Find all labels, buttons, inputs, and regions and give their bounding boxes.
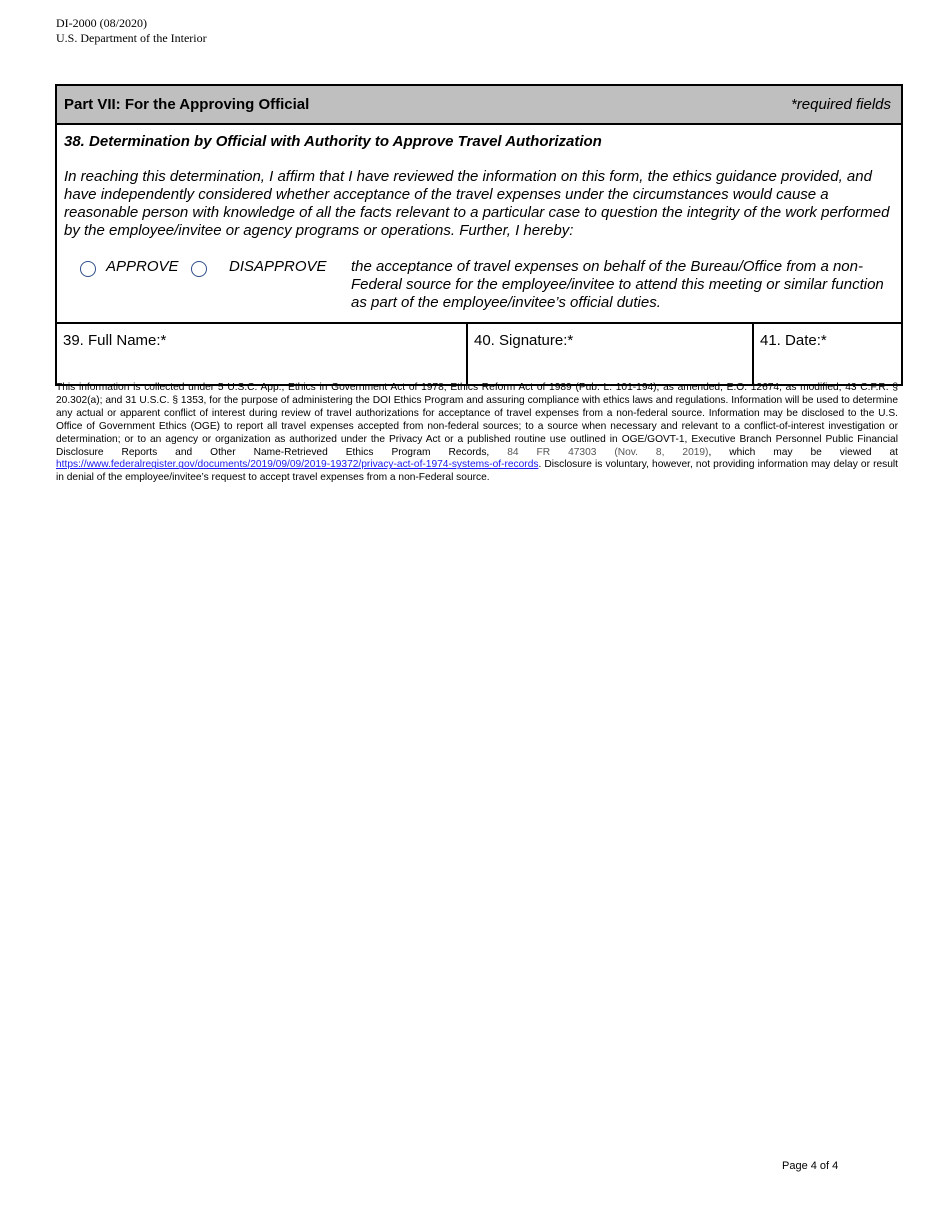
required-fields-note: *required fields [790, 96, 891, 113]
date-field[interactable] [754, 324, 901, 384]
determination-choice [64, 258, 894, 314]
full-name-field[interactable] [57, 324, 468, 384]
page-number: Page 4 of 4 [782, 1160, 839, 1172]
part7-form [55, 84, 903, 386]
notice-text-1: This information is collected under 5 U.S.C. App., Ethics in Government Act of 1978; Ethics Reform Act of 1989 (Pub. L. 101-194), as amended; E.O. 12674, as modified; 43 C.F.R. § 20.302(a); and 31 U.S.C. § 1353, for the purpose of administering the DOI Ethics Program and assuring compliance with ethics laws and regulations. Information will be used to determine any actual or apparent conflict of interest during review of travel authorizations for acceptance of travel expenses from a non-federal source. Information may be disclosed to the U.S. Office of Government Ethics (OGE) to report all travel expenses accepted from non-federal sources; to a source when necessary and relevant to a conflict-of-interest investigation or determination; or to an agency or organization as authorized under the Privacy Act or a published routine use outlined in OGE/GOVT-1, Executive Branch Personnel Public Financial Disclosure Reports and Other Name-Retrieved Ethics Program Records, [56, 382, 898, 458]
approve-label: APPROVE [106, 258, 179, 275]
signature-row [57, 324, 901, 384]
part7-title: Part VII: For the Approving Official [64, 96, 310, 113]
disapprove-label: DISAPPROVE [229, 258, 327, 275]
form-header [56, 16, 207, 46]
form-id: DI-2000 (08/2020) [56, 16, 147, 30]
determination-text: the acceptance of travel expenses on behalf of the Bureau/Office from a non-Federal source for the employee/invitee to attend this meeting or similar function as part of the employee/invitee’s official duties. [351, 258, 884, 311]
section-38 [57, 125, 901, 324]
part7-header [57, 86, 901, 125]
full-name-label: 39. Full Name:* [63, 332, 167, 349]
date-label: 41. Date:* [760, 332, 827, 349]
approve-radio[interactable] [80, 261, 96, 277]
privacy-notice [56, 382, 898, 485]
section-38-title: 38. Determination by Official with Authority to Approve Travel Authorization [64, 133, 602, 150]
department-name: U.S. Department of the Interior [56, 31, 207, 45]
section-38-paragraph: In reaching this determination, I affirm that I have reviewed the information on this form, the ethics guidance provided, and have independently considered whether acceptance of the travel expenses under the circumstances would cause a reasonable person with knowledge of all the facts relevant to a particular case to question the integrity of the work performed by the employee/invitee or agency programs or operations. Further, I hereby: [64, 168, 890, 239]
notice-text-3: . Disclosure is voluntary, however, not providing information may delay or result in denial of the employee/invitee’s request to accept travel expenses from a non-Federal source. [56, 459, 898, 484]
notice-text-2: , which may be viewed at [708, 446, 898, 458]
signature-field[interactable] [468, 324, 754, 384]
fr-citation: 84 FR 47303 (Nov. 8, 2019) [507, 446, 709, 458]
disapprove-radio[interactable] [191, 261, 207, 277]
federal-register-link[interactable]: https://www.federalregister.gov/documents/2019/09/09/2019-19372/privacy-act-of-1974-systems-of-records [56, 459, 539, 471]
signature-label: 40. Signature:* [474, 332, 574, 349]
